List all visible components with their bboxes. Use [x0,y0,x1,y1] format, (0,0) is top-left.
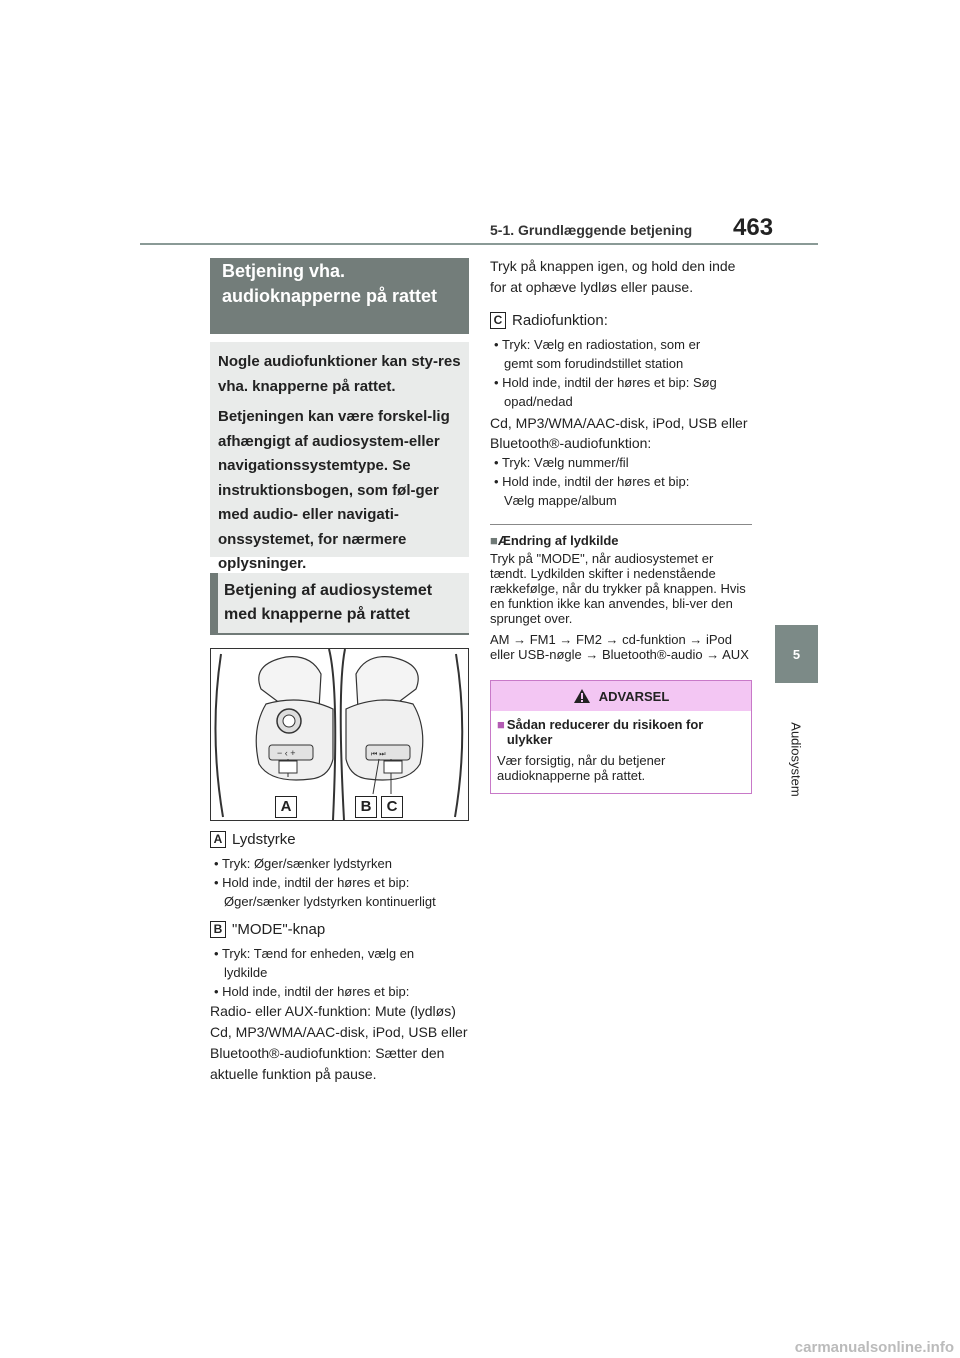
item-b-letter: B [210,921,226,938]
square-bullet-icon: ■ [490,533,498,548]
header-rule [140,243,818,245]
divider [490,524,752,525]
top-right-text: Tryk på knappen igen, og hold den inde for at ophæve lydløs eller pause. [490,258,736,295]
warning-header [491,681,751,711]
intro-box [210,342,469,572]
item-c-letter: C [490,312,506,329]
list-item-continued: Vælg mappe/album [504,493,617,508]
item-a-title: Lydstyrke [232,831,296,848]
warning-label: ADVARSEL [598,688,670,704]
item-b-heading [210,921,475,938]
section-rule [210,633,469,635]
item-b-title: "MODE"-knap [232,921,326,938]
warning-body [491,711,751,793]
warning-box [490,680,752,794]
square-bullet-icon: ■ [497,717,505,732]
warning-text: Vær forsigtig, når du betjener audioknapperne på rattet. [497,753,666,783]
box-title: Betjening vha. audioknapperne på rattet [210,258,469,334]
item-c-list-2 [490,453,752,510]
list-item: • Tryk: Vælg en radiostation, som er [494,337,701,352]
svg-text:− ‹ +: − ‹ + [277,748,296,758]
svg-text:⏮ ⏭: ⏮ ⏭ [371,751,386,758]
list-item-continued: gemt som forudindstillet station [504,356,684,371]
warning-triangle-icon [573,688,591,704]
diagram-label-a: A [275,796,297,818]
list-item: • Hold inde, indtil der høres et bip: Søg [494,375,717,390]
list-item: • Hold inde, indtil der høres et bip: [494,474,690,489]
steering-wheel-diagram [210,648,469,821]
section-header: 5-1. Grundlæggende betjening [490,222,693,238]
list-item: • Hold inde, indtil der høres et bip: [214,984,410,999]
steering-wheel-controls-icon [211,649,468,820]
list-item: • Tryk: Vælg nummer/fil [494,455,629,470]
right-column [490,256,752,794]
list-item-continued: lydkilde [224,965,268,980]
item-a-letter: A [210,831,226,848]
list-item: • Tryk: Tænd for enheden, vælg en [214,946,415,961]
list-item: • Hold inde, indtil der høres et bip: [214,875,410,890]
watermark: carmanualsonline.info [794,1339,954,1356]
section-heading: Betjening af audiosystemet med knapperne på rattet [210,573,469,633]
source-sequence: AM → FM1 → FM2 → cd-funktion → iPod eller USB-nøgle → Bluetooth®-audio → AUX [490,632,749,662]
item-a-list [210,854,475,911]
diagram-label-b: B [355,796,377,818]
item-b-text: Radio- eller AUX-funktion: Mute (lydløs) Cd, MP3/WMA/AAC-disk, iPod, USB eller Bluetooth®-audiofunktion: Sætter den aktuelle funktion på pause. [210,1003,468,1082]
change-source-heading: ■Ændring af lydkilde [490,533,619,548]
item-c-text: Cd, MP3/WMA/AAC-disk, iPod, USB eller Bluetooth®-audiofunktion: [490,415,748,451]
item-a-heading [210,831,475,848]
change-source-text: Tryk på "MODE", når audiosystemet er tændt. Lydkilden skifter i nedenstående rækkefølge, når du trykker på knappen. Hvis en funktion ikke kan anvendes, bli-ver den sprunget over. [490,551,746,626]
page-number: 463 [733,214,774,241]
item-b-list [210,944,475,1001]
diagram-label-c: C [381,796,403,818]
left-column [210,831,475,1085]
item-c-title: Radiofunktion: [512,312,608,329]
item-c-heading [490,312,752,329]
list-item: • Tryk: Øger/sænker lydstyrken [214,856,392,871]
warning-title: ■ Sådan reducerer du risikoen for ulykker [497,717,704,747]
chapter-tab: 5 [775,625,818,683]
intro-paragraph-1: Nogle audiofunktioner kan sty-res vha. knapperne på rattet. [218,353,461,395]
item-c-list [490,335,752,411]
list-item-continued: Øger/sænker lydstyrken kontinuerligt [224,894,436,909]
list-item-continued: opad/nedad [504,394,573,409]
intro-paragraph-2: Betjeningen kan være forskel-lig afhængigt af audiosystem-eller navigationssystemtype. Se instruktionsbogen, som føl-ger med audio- eller navigati-onssystemet, for nærmere oplysninger. [218,408,450,572]
chapter-label: Audiosystem [788,722,804,797]
